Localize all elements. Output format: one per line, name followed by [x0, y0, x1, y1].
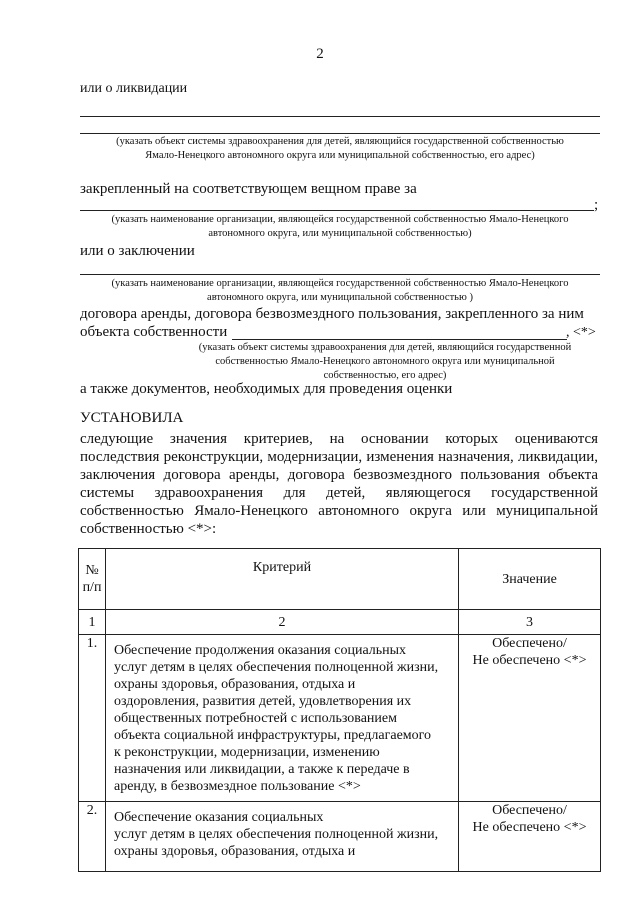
row-value: Обеспечено/ Не обеспечено <*>	[459, 802, 601, 872]
row-criterion: Обеспечение продолжения оказания социальных услуг детям в целях обеспечения полноценной жизни, охраны здоровья, образования, отдыха и оздоровления, развития детей, удовлетворения их общественных потребностей с использованием объекта социальной инфраструктуры, предлагаемого к реконструкции, модернизации, изменению назначения или ликвидации, а также к передаче в аренду, в безвозмездное пользование <*>	[106, 635, 459, 802]
text-documents: а также документов, необходимых для проведения оценки	[80, 381, 453, 397]
paragraph-line: последствия реконструкции, модернизации, изменения назначения, ликвидации,	[80, 449, 598, 465]
text-liquidation: или о ликвидации	[80, 81, 188, 96]
blank-line	[80, 116, 600, 117]
row-number: 2.	[79, 802, 106, 872]
column-number: 3	[459, 610, 601, 635]
paragraph-line: системы здравоохранения для детей, являющегося государственной	[80, 485, 598, 501]
note-object-2: (указать объект системы здравоохранения для детей, являющийся государственной собственностью Ямало-Ненецкого автономного округа или муниципальной собственностью, его адрес)	[198, 342, 572, 381]
text-property-object: объекта собственности	[80, 324, 228, 340]
blank-line	[80, 133, 600, 134]
column-number: 1	[79, 610, 106, 635]
paragraph-line: заключения договора аренды, договора безвозмездного пользования объекта	[80, 467, 598, 483]
paragraph-line: следующие значения критериев, на основании которых оцениваются	[80, 431, 598, 447]
heading-established: УСТАНОВИЛА	[80, 410, 184, 426]
row-value: Обеспечено/ Не обеспечено <*>	[459, 635, 601, 802]
table-row	[79, 802, 601, 872]
row-number: 1.	[79, 635, 106, 802]
page-number: 2	[316, 46, 324, 62]
table-header-row	[79, 549, 601, 610]
header-value: Значение	[459, 549, 601, 610]
blank-line	[232, 339, 567, 340]
header-number: № п/п	[79, 549, 106, 610]
paragraph-criteria	[80, 430, 598, 538]
blank-line	[80, 274, 600, 275]
column-number: 2	[106, 610, 459, 635]
semicolon: ;	[594, 197, 599, 213]
note-object: (указать объект системы здравоохранения для детей, являющийся государственной собственностью Ямало-Ненецкого автономного округа или муниципальной собственностью, его адрес)	[116, 136, 564, 161]
criteria-table	[78, 548, 601, 872]
footnote-mark: , <*>	[566, 325, 596, 340]
note-organization: (указать наименование организации, являющейся государственной собственностью Ямало-Ненецкого автономного округа, или муниципальной собственностью)	[111, 214, 569, 239]
paragraph-line: собственностью <*>:	[80, 521, 217, 537]
text-assigned: закрепленный на соответствующем вещном праве за	[80, 181, 417, 197]
text-lease-agreement: договора аренды, договора безвозмездного пользования, закрепленного за ним	[80, 306, 584, 322]
paragraph-line: собственностью Ямало-Ненецкого автономного округа или муниципальной	[80, 503, 598, 519]
header-criterion: Критерий	[106, 549, 459, 610]
note-organization-2: (указать наименование организации, являющейся государственной собственностью Ямало-Ненецкого автономного округа, или муниципальной собственностью )	[111, 278, 569, 303]
table-number-row	[79, 610, 601, 635]
blank-line	[80, 210, 594, 211]
row-criterion: Обеспечение оказания социальных услуг детям в целях обеспечения полноценной жизни, охраны здоровья, образования, отдыха и	[106, 802, 459, 872]
text-conclusion: или о заключении	[80, 243, 195, 259]
table-row	[79, 635, 601, 802]
